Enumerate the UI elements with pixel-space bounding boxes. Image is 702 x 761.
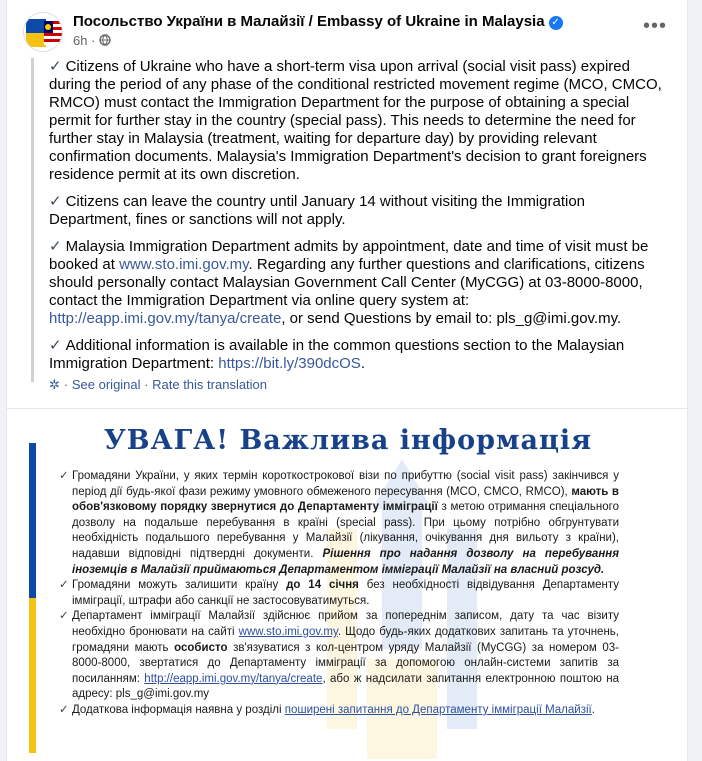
flags-avatar-icon <box>24 13 63 52</box>
p2-text: Citizens can leave the country until January 14 without visiting the Immigration Department, fines or sanctions will not apply. <box>49 193 586 228</box>
i3-text-d: зв'язуватися з кол-центром уряду Малайзії (MyCGG) за номером 03-8000-8000, звертатися до Департаменту імміграції за допомогою онлайн-системи запитів за посиланням: <box>72 641 619 685</box>
p3-text-b: . Regarding any further questions and clarifications, citizens should personally contact Malaysian Government Call Center (MyCGG) at 03-8000-8000, contact the Immigration Department via online query system at: <box>49 256 645 309</box>
image-eapp-link: http://eapp.imi.gov.my/tanya/create <box>144 672 323 685</box>
translation-paragraph-1 <box>49 58 667 184</box>
image-item-1 <box>59 469 619 578</box>
rate-translation-link[interactable]: Rate this translation <box>152 377 268 392</box>
translation-paragraph-4 <box>49 337 667 373</box>
flag-stripe-icon <box>29 443 36 753</box>
eapp-imi-link[interactable]: http://eapp.imi.gov.my/tanya/create <box>49 310 282 327</box>
checkmark-icon: ✓ <box>49 238 62 255</box>
p3-text-c: , or send Questions by email to: pls_g@imi.gov.my. <box>281 310 622 327</box>
globe-icon <box>99 33 111 48</box>
image-sto-link: www.sto.imi.gov.my <box>238 625 338 638</box>
translation-paragraph-3 <box>49 238 667 328</box>
i3-text-b: . Щодо будь-яких додаткових запитань та уточнень, громадяни мають <box>72 625 619 654</box>
timestamp[interactable]: 6h <box>73 33 88 48</box>
i1-text-a: Громадяни України, у яких термін короткострокової візи по прибуттю (social visit pass) закінчився у період дії будь-якої фази режиму умовного обмеженого пересування (MCO, CMCO, RMCO), <box>72 470 619 498</box>
verified-badge-icon: ✓ <box>549 16 563 30</box>
see-original-link[interactable]: See original <box>71 377 141 392</box>
i2-text-a: Громадяни можуть залишити країну <box>72 579 279 592</box>
p4-text-a: Additional information is available in the common questions section to the Malaysian Immigration Department: <box>49 337 625 372</box>
i1-text-d: Рішення про надання дозволу на перебування іноземців в Малайзії приймаються Департаментом імміграції Малайзії на власний розсуд. <box>72 547 619 576</box>
image-item-2 <box>59 578 619 609</box>
tick-icon: ✓ <box>59 470 69 482</box>
i4-text-b: . <box>591 703 595 716</box>
link-separator: · <box>144 377 149 392</box>
post-card <box>6 0 688 761</box>
checkmark-icon: ✓ <box>49 193 62 210</box>
tick-icon: ✓ <box>59 610 69 623</box>
checkmark-icon: ✓ <box>49 337 62 354</box>
post-meta <box>73 33 111 48</box>
i3-text-c: особисто <box>174 641 228 654</box>
image-title: УВАГА! Важлива інформація <box>103 425 593 456</box>
p4-text-b: . <box>360 355 365 372</box>
translation-links <box>49 377 267 393</box>
post-image[interactable] <box>7 408 688 761</box>
more-options-button[interactable] <box>643 15 668 42</box>
avatar[interactable] <box>23 12 63 52</box>
i2-text-c: без необхідності відвідування Департаменту імміграції, штрафи або санкції не застосовуватимуться. <box>72 579 619 607</box>
bitly-link[interactable]: https://bit.ly/390dcOS <box>218 355 361 372</box>
translation-paragraph-2 <box>49 193 667 229</box>
tick-icon: ✓ <box>59 579 69 592</box>
translated-post-text <box>31 58 667 382</box>
i3-text-a: Департамент імміграції Малайзії здійснює прийом за попереднім записом, дату та час візиту необхідно бронювати на сайті <box>72 610 619 638</box>
checkmark-icon: ✓ <box>49 58 62 75</box>
meta-separator: · <box>91 33 96 48</box>
post-header <box>23 12 671 52</box>
image-item-4 <box>59 703 619 719</box>
image-body <box>59 469 619 719</box>
image-faq-link: поширені запитання до Департаменту імміграції Малайзії <box>284 703 592 716</box>
more-dots-icon: ••• <box>643 15 668 37</box>
i2-text-b: до 14 січня <box>286 579 359 592</box>
image-item-3 <box>59 609 619 703</box>
link-separator: · <box>63 377 69 392</box>
p3-text-a: Malaysia Immigration Department admits by appointment, date and time of visit must be booked at <box>49 238 649 273</box>
sto-imi-link[interactable]: www.sto.imi.gov.my <box>119 256 249 273</box>
i4-text-a: Додаткова інформація наявна у розділі <box>72 703 282 716</box>
page-name-link[interactable] <box>73 13 563 30</box>
i1-text-b: мають в обов'язковому порядку звернутися до Департаменту імміграції <box>72 485 619 514</box>
p1-text: Citizens of Ukraine who have a short-term visa upon arrival (social visit pass) expired during the period of any phase of the conditional restricted movement regime (MCO, CMCO, RMCO) must contact the Immigration Department for the purpose of obtaining a special permit for further stay in the country (special pass). This needs to determine the need for further stay in Malaysia (treatment, waiting for departure day) by providing relevant confirmation documents. Malaysia's Immigration Department's decision to grant foreigners residence permit at its own discretion. <box>49 58 662 183</box>
gear-icon: ✲ <box>49 377 60 392</box>
i1-text-c: з метою отримання спеціального дозволу на подальше перебування в країні (special pass). При цьому потрібно обгрунтувати необхідність подальшого перебування у Малайзії (лікування, очікування дня вильоту з країни), надавши відповідні підтвердні документи. <box>72 501 620 560</box>
tick-icon: ✓ <box>59 703 69 716</box>
page-name-text[interactable]: Посольство України в Малайзії / Embassy of Ukraine in Malaysia <box>73 13 545 30</box>
i3-text-e: , або ж надсилати запитання електронною поштою на адресу: pls_g@imi.gov.my <box>72 672 619 701</box>
